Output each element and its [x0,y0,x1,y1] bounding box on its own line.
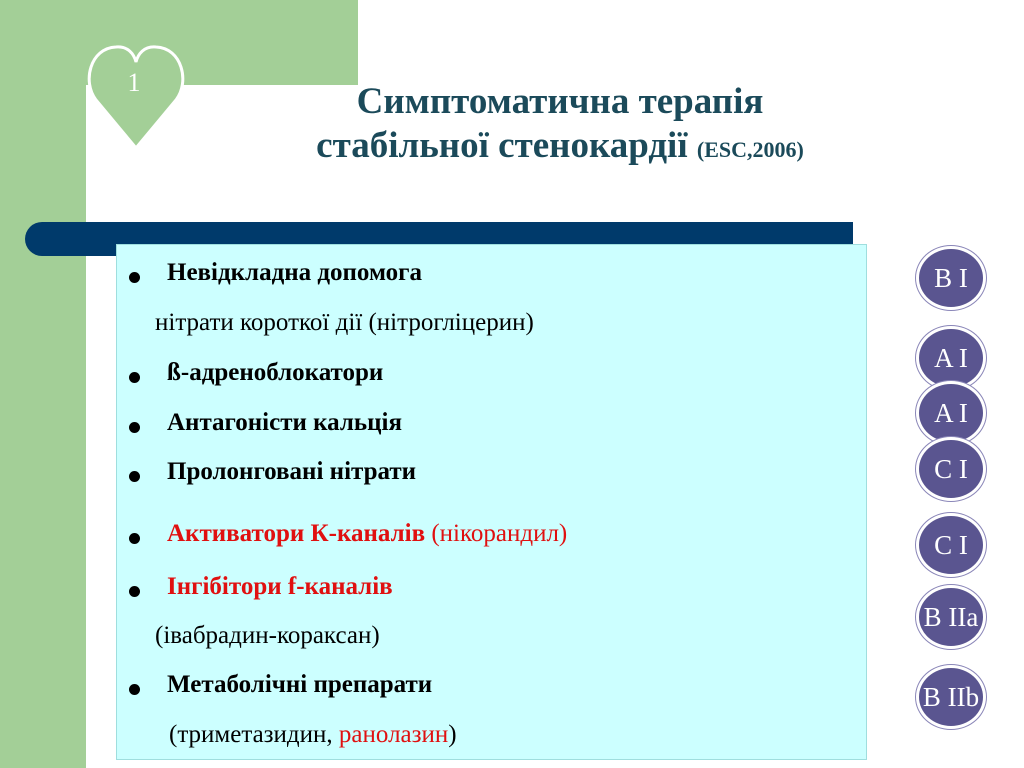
item-label: Метаболічні препарати [167,671,433,698]
bullet-icon [129,684,140,695]
bullet-icon [129,586,140,597]
item-row [167,520,567,548]
item-label: Активатори К-каналів [167,520,426,547]
title-line-1: Симптоматична терапія [356,81,764,122]
title-reference: (ESC,2006) [696,137,804,162]
evidence-badge: C I [916,437,986,501]
title-line-2-text: стабільної стенокардії [316,125,688,166]
item-label: ß-адреноблокатори [167,359,384,386]
title-line-2 [200,124,920,172]
item-extra: (нікорандил) [431,520,568,547]
slide-number: 1 [127,68,141,97]
bullet-icon [129,471,140,482]
bullet-icon [129,422,140,433]
item-sub [169,721,457,749]
item-sub-prefix: (триметазидин, [169,721,339,748]
page-title [200,80,920,172]
item-label: Пролонговані нітрати [167,458,417,485]
item-label: Антагоністи кальція [167,409,403,436]
evidence-badge: B IIa [916,585,986,649]
item-sub-highlight: ранолазин [338,721,449,748]
content-panel [116,244,867,760]
item-sub: нітрати короткої дії (нітрогліцерин) [155,309,534,336]
evidence-badge: C I [916,513,986,577]
evidence-badge: A I [916,381,986,445]
item-label: Невідкладна допомога [167,259,422,286]
item-sub: (івабрадин-кораксан) [155,622,380,649]
item-sub-suffix: ) [448,721,457,748]
bullet-icon [129,533,140,544]
bullet-icon [129,272,140,283]
bullet-icon [129,372,140,383]
evidence-badge: A I [916,326,986,390]
decor-green-left [0,0,86,768]
item-label: Інгібітори f-каналів [167,573,393,600]
evidence-badge: B IIb [916,665,986,729]
evidence-badge: B I [916,246,986,310]
